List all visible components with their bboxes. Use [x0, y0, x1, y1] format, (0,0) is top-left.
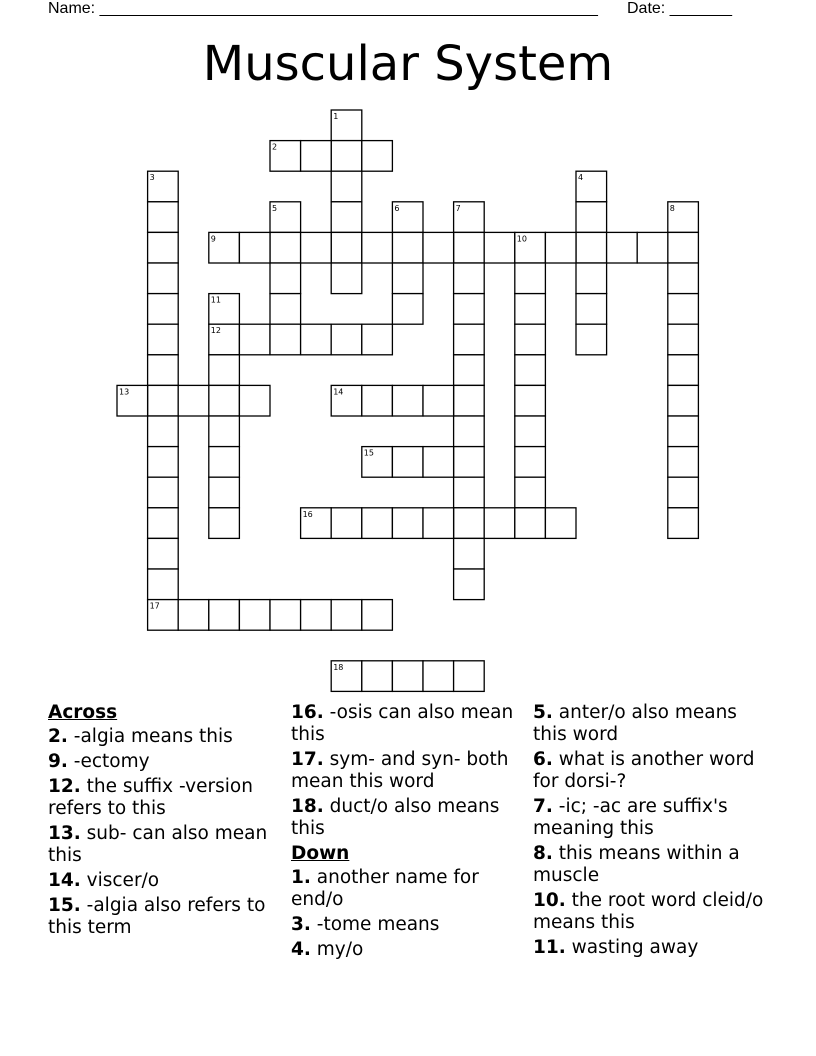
grid-cell[interactable]: [484, 508, 515, 539]
grid-cell[interactable]: [454, 538, 485, 569]
grid-cell[interactable]: [576, 294, 607, 325]
clue-heading: Down: [291, 843, 350, 864]
clue-item: [291, 939, 526, 961]
grid-cell[interactable]: [209, 294, 240, 325]
clue-number: 13.: [48, 823, 81, 844]
grid-cell[interactable]: [576, 324, 607, 355]
grid-cell[interactable]: [331, 600, 362, 631]
grid-cell[interactable]: [423, 508, 454, 539]
cell-number: 6: [394, 203, 400, 213]
grid-cell[interactable]: [668, 416, 699, 447]
grid-cell[interactable]: [515, 477, 546, 508]
grid-cell[interactable]: [668, 202, 699, 233]
grid-cell[interactable]: [637, 232, 668, 263]
grid-cell[interactable]: [392, 385, 423, 416]
grid-cell[interactable]: [331, 508, 362, 539]
clue-number: 2.: [48, 726, 68, 747]
grid-cell[interactable]: [301, 141, 332, 172]
clue-item: [533, 796, 773, 840]
grid-cell[interactable]: [331, 324, 362, 355]
clue-text: -osis can also mean this: [291, 702, 514, 745]
grid-cell[interactable]: [331, 202, 362, 233]
clue-text: -ic; -ac are suffix's meaning this: [533, 796, 728, 839]
grid-cell[interactable]: [331, 171, 362, 202]
grid-cell[interactable]: [515, 355, 546, 386]
grid-cell[interactable]: [209, 385, 240, 416]
grid-cell[interactable]: [576, 202, 607, 233]
grid-cell[interactable]: [362, 141, 393, 172]
clue-number: 9.: [48, 751, 68, 772]
clue-text: my/o: [310, 939, 364, 960]
grid-cell[interactable]: [392, 263, 423, 294]
clue-item: [48, 823, 278, 867]
cell-number: 12: [210, 326, 221, 336]
clue-item: [48, 870, 278, 892]
clue-text: another name for end/o: [291, 867, 479, 910]
page-title: Muscular System: [202, 36, 614, 92]
grid-cell[interactable]: [209, 324, 240, 355]
cell-number: 18: [333, 662, 344, 672]
cell-number: 15: [363, 448, 374, 458]
cell-number: 8: [669, 203, 675, 213]
clue-number: 3.: [291, 914, 311, 935]
grid-cell[interactable]: [301, 324, 332, 355]
grid-cell[interactable]: [454, 385, 485, 416]
clue-column-3: [533, 702, 773, 962]
date-label: Date:: [627, 0, 666, 17]
grid-cell[interactable]: [423, 661, 454, 692]
clue-item: [48, 895, 278, 939]
grid-cell[interactable]: [148, 232, 179, 263]
grid-cell[interactable]: [362, 232, 393, 263]
grid-cell[interactable]: [270, 141, 301, 172]
clue-text: -tome means: [310, 914, 440, 935]
cell-number: 13: [119, 387, 130, 397]
grid-cell[interactable]: [362, 661, 393, 692]
grid-cell[interactable]: [392, 294, 423, 325]
grid-cell[interactable]: [576, 263, 607, 294]
grid-cell[interactable]: [423, 385, 454, 416]
grid-cell[interactable]: [668, 263, 699, 294]
cell-number: 1: [333, 112, 339, 121]
grid-cell[interactable]: [239, 232, 270, 263]
grid-cell[interactable]: [270, 263, 301, 294]
grid-cell[interactable]: [668, 355, 699, 386]
grid-cell[interactable]: [362, 385, 393, 416]
grid-cell[interactable]: [515, 385, 546, 416]
grid-cell[interactable]: [270, 232, 301, 263]
grid-cell[interactable]: [668, 385, 699, 416]
clue-number: 6.: [533, 749, 553, 770]
cell-number: 10: [516, 234, 527, 244]
grid-cell[interactable]: [148, 171, 179, 202]
clue-item: [48, 726, 278, 748]
grid-cell[interactable]: [392, 661, 423, 692]
clue-item: [48, 751, 278, 773]
grid-cell[interactable]: [668, 324, 699, 355]
grid-cell[interactable]: [209, 477, 240, 508]
grid-cell[interactable]: [392, 508, 423, 539]
clue-text: anter/o also means this word: [533, 702, 737, 745]
grid-cell[interactable]: [148, 600, 179, 631]
grid-cell[interactable]: [239, 324, 270, 355]
grid-cell[interactable]: [148, 569, 179, 600]
grid-cell[interactable]: [668, 477, 699, 508]
grid-cell[interactable]: [239, 600, 270, 631]
clue-item: [291, 749, 526, 793]
grid-cell[interactable]: [270, 294, 301, 325]
clue-number: 17.: [291, 749, 324, 770]
clue-text: what is another word for dorsi-?: [533, 749, 755, 792]
clue-text: the root word cleid/o means this: [533, 890, 764, 933]
grid-cell[interactable]: [148, 385, 179, 416]
cell-number: 17: [149, 601, 160, 611]
grid-cell[interactable]: [454, 324, 485, 355]
clue-item: [291, 867, 526, 911]
clue-column-2: [291, 702, 526, 964]
grid-cell[interactable]: [331, 661, 362, 692]
cell-number: 5: [272, 203, 278, 213]
clue-item: [533, 702, 773, 746]
clue-number: 12.: [48, 776, 81, 797]
cell-number: 7: [455, 203, 461, 213]
clue-column-1: [48, 702, 278, 942]
grid-cell[interactable]: [331, 385, 362, 416]
clue-item: [533, 937, 773, 959]
clue-item: [533, 843, 773, 887]
grid-cell[interactable]: [148, 447, 179, 478]
grid-cell[interactable]: [362, 600, 393, 631]
clue-item: [48, 776, 278, 820]
grid-cell[interactable]: [331, 232, 362, 263]
clue-number: 1.: [291, 867, 311, 888]
grid-cell[interactable]: [668, 232, 699, 263]
clue-number: 18.: [291, 796, 324, 817]
clue-item: [291, 914, 526, 936]
grid-cell[interactable]: [301, 232, 332, 263]
cell-number: 16: [302, 509, 313, 519]
clue-text: sub- can also mean this: [48, 823, 268, 866]
cell-number: 4: [578, 173, 584, 183]
clue-number: 10.: [533, 890, 566, 911]
grid-cell[interactable]: [515, 416, 546, 447]
clue-number: 16.: [291, 702, 324, 723]
cell-number: 2: [272, 142, 278, 152]
grid-cell[interactable]: [454, 232, 485, 263]
clue-text: sym- and syn- both mean this word: [291, 749, 509, 792]
grid-cell[interactable]: [515, 263, 546, 294]
clue-text: duct/o also means this: [291, 796, 500, 839]
clue-number: 5.: [533, 702, 553, 723]
grid-cell[interactable]: [607, 232, 638, 263]
grid-cell[interactable]: [515, 508, 546, 539]
grid-cell[interactable]: [392, 447, 423, 478]
grid-cell[interactable]: [454, 263, 485, 294]
grid-cell[interactable]: [209, 232, 240, 263]
clue-heading: Across: [48, 702, 118, 723]
grid-cell[interactable]: [545, 508, 576, 539]
grid-cell[interactable]: [270, 324, 301, 355]
grid-cell[interactable]: [576, 171, 607, 202]
clue-number: 7.: [533, 796, 553, 817]
clue-number: 11.: [533, 937, 566, 958]
grid-cell[interactable]: [454, 416, 485, 447]
clue-number: 14.: [48, 870, 81, 891]
grid-cell[interactable]: [117, 385, 148, 416]
grid-cell[interactable]: [362, 508, 393, 539]
grid-cell[interactable]: [362, 324, 393, 355]
grid-cell[interactable]: [668, 294, 699, 325]
grid-cell[interactable]: [545, 232, 576, 263]
cell-number: 11: [210, 295, 221, 305]
clue-text: this means within a muscle: [533, 843, 740, 886]
grid-cell[interactable]: [331, 110, 362, 141]
grid-cell[interactable]: [148, 508, 179, 539]
grid-cell[interactable]: [301, 508, 332, 539]
clue-item: [291, 796, 526, 840]
clue-text: wasting away: [565, 937, 699, 958]
clue-item: [291, 702, 526, 746]
cell-number: 3: [149, 173, 155, 183]
clue-text: -ectomy: [67, 751, 150, 772]
grid-cell[interactable]: [148, 355, 179, 386]
grid-cell[interactable]: [454, 661, 485, 692]
grid-cell[interactable]: [392, 232, 423, 263]
grid-cell[interactable]: [148, 324, 179, 355]
grid-cell[interactable]: [423, 447, 454, 478]
grid-cell[interactable]: [423, 232, 454, 263]
clue-text: viscer/o: [80, 870, 160, 891]
date-blank[interactable]: _______: [669, 0, 732, 17]
grid-cell[interactable]: [392, 202, 423, 233]
grid-cell[interactable]: [331, 141, 362, 172]
grid-cell[interactable]: [515, 447, 546, 478]
grid-cell[interactable]: [454, 477, 485, 508]
grid-cell[interactable]: [331, 263, 362, 294]
grid-cell[interactable]: [148, 263, 179, 294]
grid-cell[interactable]: [178, 600, 209, 631]
grid-cell[interactable]: [209, 416, 240, 447]
grid-cell[interactable]: [515, 294, 546, 325]
grid-cell[interactable]: [454, 294, 485, 325]
grid-cell[interactable]: [454, 202, 485, 233]
grid-cell[interactable]: [148, 202, 179, 233]
clue-text: -algia also refers to this term: [48, 895, 266, 938]
grid-cell[interactable]: [515, 324, 546, 355]
grid-cell[interactable]: [178, 385, 209, 416]
grid-cell[interactable]: [270, 202, 301, 233]
grid-cell[interactable]: [148, 294, 179, 325]
clue-item: [533, 890, 773, 934]
grid-cell[interactable]: [301, 600, 332, 631]
clue-number: 8.: [533, 843, 553, 864]
grid-cell[interactable]: [209, 508, 240, 539]
grid-cell[interactable]: [209, 600, 240, 631]
grid-cell[interactable]: [484, 232, 515, 263]
grid-cell[interactable]: [576, 232, 607, 263]
grid-cell[interactable]: [454, 569, 485, 600]
grid-cell[interactable]: [454, 355, 485, 386]
grid-cell[interactable]: [668, 447, 699, 478]
name-blank[interactable]: ________________________________________________________: [99, 0, 598, 17]
grid-cell[interactable]: [454, 508, 485, 539]
grid-cell[interactable]: [454, 447, 485, 478]
grid-cell[interactable]: [362, 447, 393, 478]
grid-cell[interactable]: [209, 355, 240, 386]
clue-item: [533, 749, 773, 793]
grid-cell[interactable]: [270, 600, 301, 631]
clue-number: 15.: [48, 895, 81, 916]
clue-text: -algia means this: [67, 726, 233, 747]
grid-cell[interactable]: [515, 232, 546, 263]
cell-number: 14: [333, 387, 344, 397]
grid-cell[interactable]: [239, 385, 270, 416]
grid-cell[interactable]: [668, 508, 699, 539]
cell-number: 9: [210, 234, 216, 244]
grid-cell[interactable]: [148, 416, 179, 447]
clue-text: the suffix -version refers to this: [48, 776, 253, 819]
clue-number: 4.: [291, 939, 311, 960]
grid-cell[interactable]: [209, 447, 240, 478]
name-label: Name:: [48, 0, 96, 17]
grid-cell[interactable]: [148, 538, 179, 569]
grid-cell[interactable]: [148, 477, 179, 508]
